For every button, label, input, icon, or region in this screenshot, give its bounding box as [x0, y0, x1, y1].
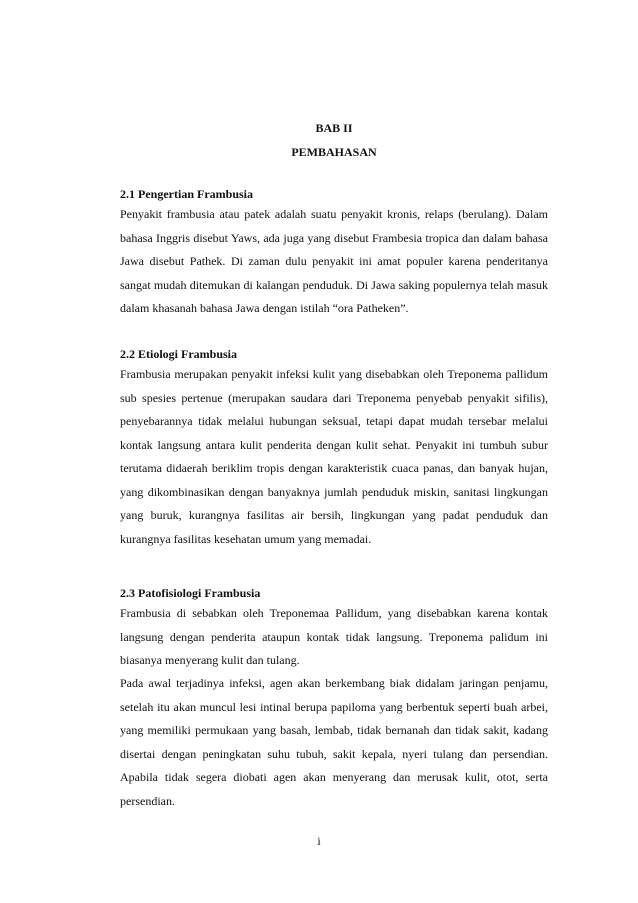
- section-2-1-paragraph: Penyakit frambusia atau patek adalah suatu penyakit kronis, relaps (berulang). Dalam bahasa Inggris disebut Yaws, ada juga yang disebut Frambesia tropica dan dalam bahasa Jawa disebut Pathek. Di zaman dulu penyakit ini amat populer karena penderitanya sangat mudah ditemukan di kalangan penduduk. Di Jawa saking populernya telah masuk dalam khasanah bahasa Jawa dengan istilah “ora Patheken”.: [120, 207, 548, 315]
- section-heading-2-1: 2.1 Pengertian Frambusia: [120, 187, 253, 201]
- chapter-number: BAB II: [315, 121, 353, 135]
- section-heading-2-2: 2.2 Etiologi Frambusia: [120, 347, 238, 361]
- section-heading-2-3: 2.3 Patofisiologi Frambusia: [120, 586, 261, 600]
- chapter-title: PEMBAHASAN: [291, 145, 377, 159]
- section-2-3-paragraph-2: Pada awal terjadinya infeksi, agen akan berkembang biak didalam jaringan penjamu, setelah itu akan muncul lesi intinal berupa papiloma yang berbentuk seperti buah arbei, yang memiliki permukaan yang basah, lembab, tidak bernanah dan tidak sakit, kadang disertai dengan peningkatan suhu tubuh, sakit kepala, nyeri tulang dan persendian. Apabila tidak segera diobati agen akan menyerang dan merusak kulit, otot, serta persendian.: [120, 676, 548, 808]
- section-2-3-paragraph-1: Frambusia di sebabkan oleh Treponemaa Pallidum, yang disebabkan karena kontak langsung dengan penderita ataupun kontak tidak langsung. Treponema palidum ini biasanya menyerang kulit dan tulang.: [120, 606, 548, 667]
- page-number: i: [317, 834, 321, 848]
- section-2-2-paragraph: Frambusia merupakan penyakit infeksi kulit yang disebabkan oleh Treponema pallidum sub spesies pertenue (merupakan saudara dari Treponema penyebab penyakit sifilis), penyebarannya tidak melalui hubungan seksual, tetapi dapat mudah tersebar melalui kontak langsung antara kulit penderita dengan kulit sehat. Penyakit ini tumbuh subur terutama didaerah beriklim tropis dengan karakteristik cuaca panas, dan banyak hujan, yang dikombinasikan dengan banyaknya jumlah penduduk miskin, sanitasi lingkungan yang buruk, kurangnya fasilitas air bersih, lingkungan yang padat penduduk dan kurangnya fasilitas kesehatan umum yang memadai.: [120, 367, 548, 546]
